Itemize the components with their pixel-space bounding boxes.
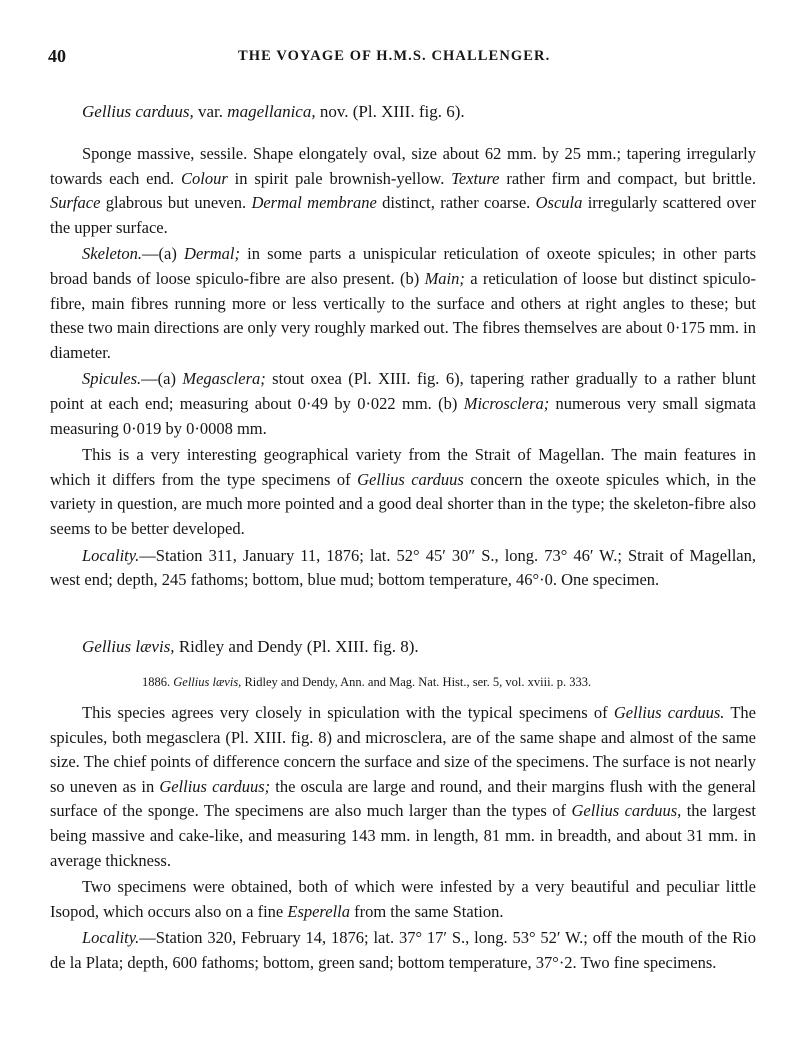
running-head xyxy=(48,46,756,68)
running-title: THE VOYAGE OF H.M.S. CHALLENGER. xyxy=(238,48,551,64)
description-paragraph: Sponge massive, sessile. Shape elongately oval, size about 62 mm. by 25 mm.; tapering irregularly towards each end. Colour in spirit pale brownish-yellow. Texture rather firm and compact, but brittle. Surface glabrous but uneven. Dermal membrane distinct, rather coarse. Oscula irregularly scattered over the upper surface. xyxy=(50,144,756,237)
section-gellius-laevis xyxy=(50,635,756,976)
section-gellius-carduus-magellanica xyxy=(50,100,756,593)
description-paragraph: This species agrees very closely in spiculation with the typical specimens of Gellius carduus. The spicules, both megasclera (Pl. XIII. fig. 8) and microsclera, are of the same shape and almost of the same size. The chief points of difference concern the surface and size of the specimens. The surface is not nearly so uneven as in Gellius carduus; the oscula are large and round, and their margins flush with the general surface of the sponge. The specimens are also much larger than the types of Gellius carduus, the largest being massive and cake-like, and measuring 143 mm. in length, 81 mm. in breadth, and about 31 mm. in average thickness. xyxy=(50,703,757,870)
heading-species-name: Gellius lævis, xyxy=(82,637,175,656)
locality-paragraph: Locality.—Station 320, February 14, 1876; lat. 37° 17′ S., long. 53° 52′ W.; off the mouth of the Rio de la Plata; depth, 600 fathoms; bottom, green sand; bottom temperature, 37°·2. Two fine specimens. xyxy=(50,928,756,972)
locality-paragraph: Locality.—Station 311, January 11, 1876; lat. 52° 45′ 30″ S., long. 73° 46′ W.; Strait of Magellan, west end; depth, 245 fathoms; bottom, blue mud; bottom temperature, 46°·0. One specimen. xyxy=(50,545,756,590)
remarks-paragraph: This is a very interesting geographical variety from the Strait of Magellan. The main features in which it differs from the type specimens of Gellius carduus concern the oxeote spicules which, in the variety in question, are much more pointed and a good deal shorter than in the type; the skeleton-fibre also seems to be better developed. xyxy=(50,445,757,538)
spicules-paragraph: Spicules.—(a) Megasclera; stout oxea (Pl. XIII. fig. 6), tapering rather gradually to a rather blunt point at each end; measuring about 0·49 by 0·022 mm. (b) Microsclera; numerous very small sigmata measuring 0·019 by 0·0008 mm. xyxy=(50,369,756,438)
heading-species-name: Gellius carduus, xyxy=(82,102,194,121)
bibliographic-reference: 1886. Gellius lævis, Ridley and Dendy, Ann. and Mag. Nat. Hist., ser. 5, vol. xviii. p. 333. xyxy=(142,675,592,689)
page-number: 40 xyxy=(48,46,66,66)
species-heading: Gellius lævis, Ridley and Dendy (Pl. XIII. fig. 8). xyxy=(82,637,419,656)
skeleton-paragraph: Skeleton.—(a) Dermal; in some parts a unispicular reticulation of oxeote spicules; in other parts broad bands of loose spiculo-fibre are also present. (b) Main; a reticulation of loose but distinct spiculo-fibre, main fibres running more or less vertically to the surface and others at right angles to these; but these two main directions are only very roughly marked out. The fibres themselves are about 0·175 mm. in diameter. xyxy=(50,244,756,362)
heading-variety-name: magellanica, xyxy=(227,102,316,121)
specimens-paragraph: Two specimens were obtained, both of which were infested by a very beautiful and peculiar little Isopod, which occurs also on a fine Esperella from the same Station. xyxy=(50,877,756,921)
species-heading: Gellius carduus, var. magellanica, nov. (Pl. XIII. fig. 6). xyxy=(82,102,465,121)
